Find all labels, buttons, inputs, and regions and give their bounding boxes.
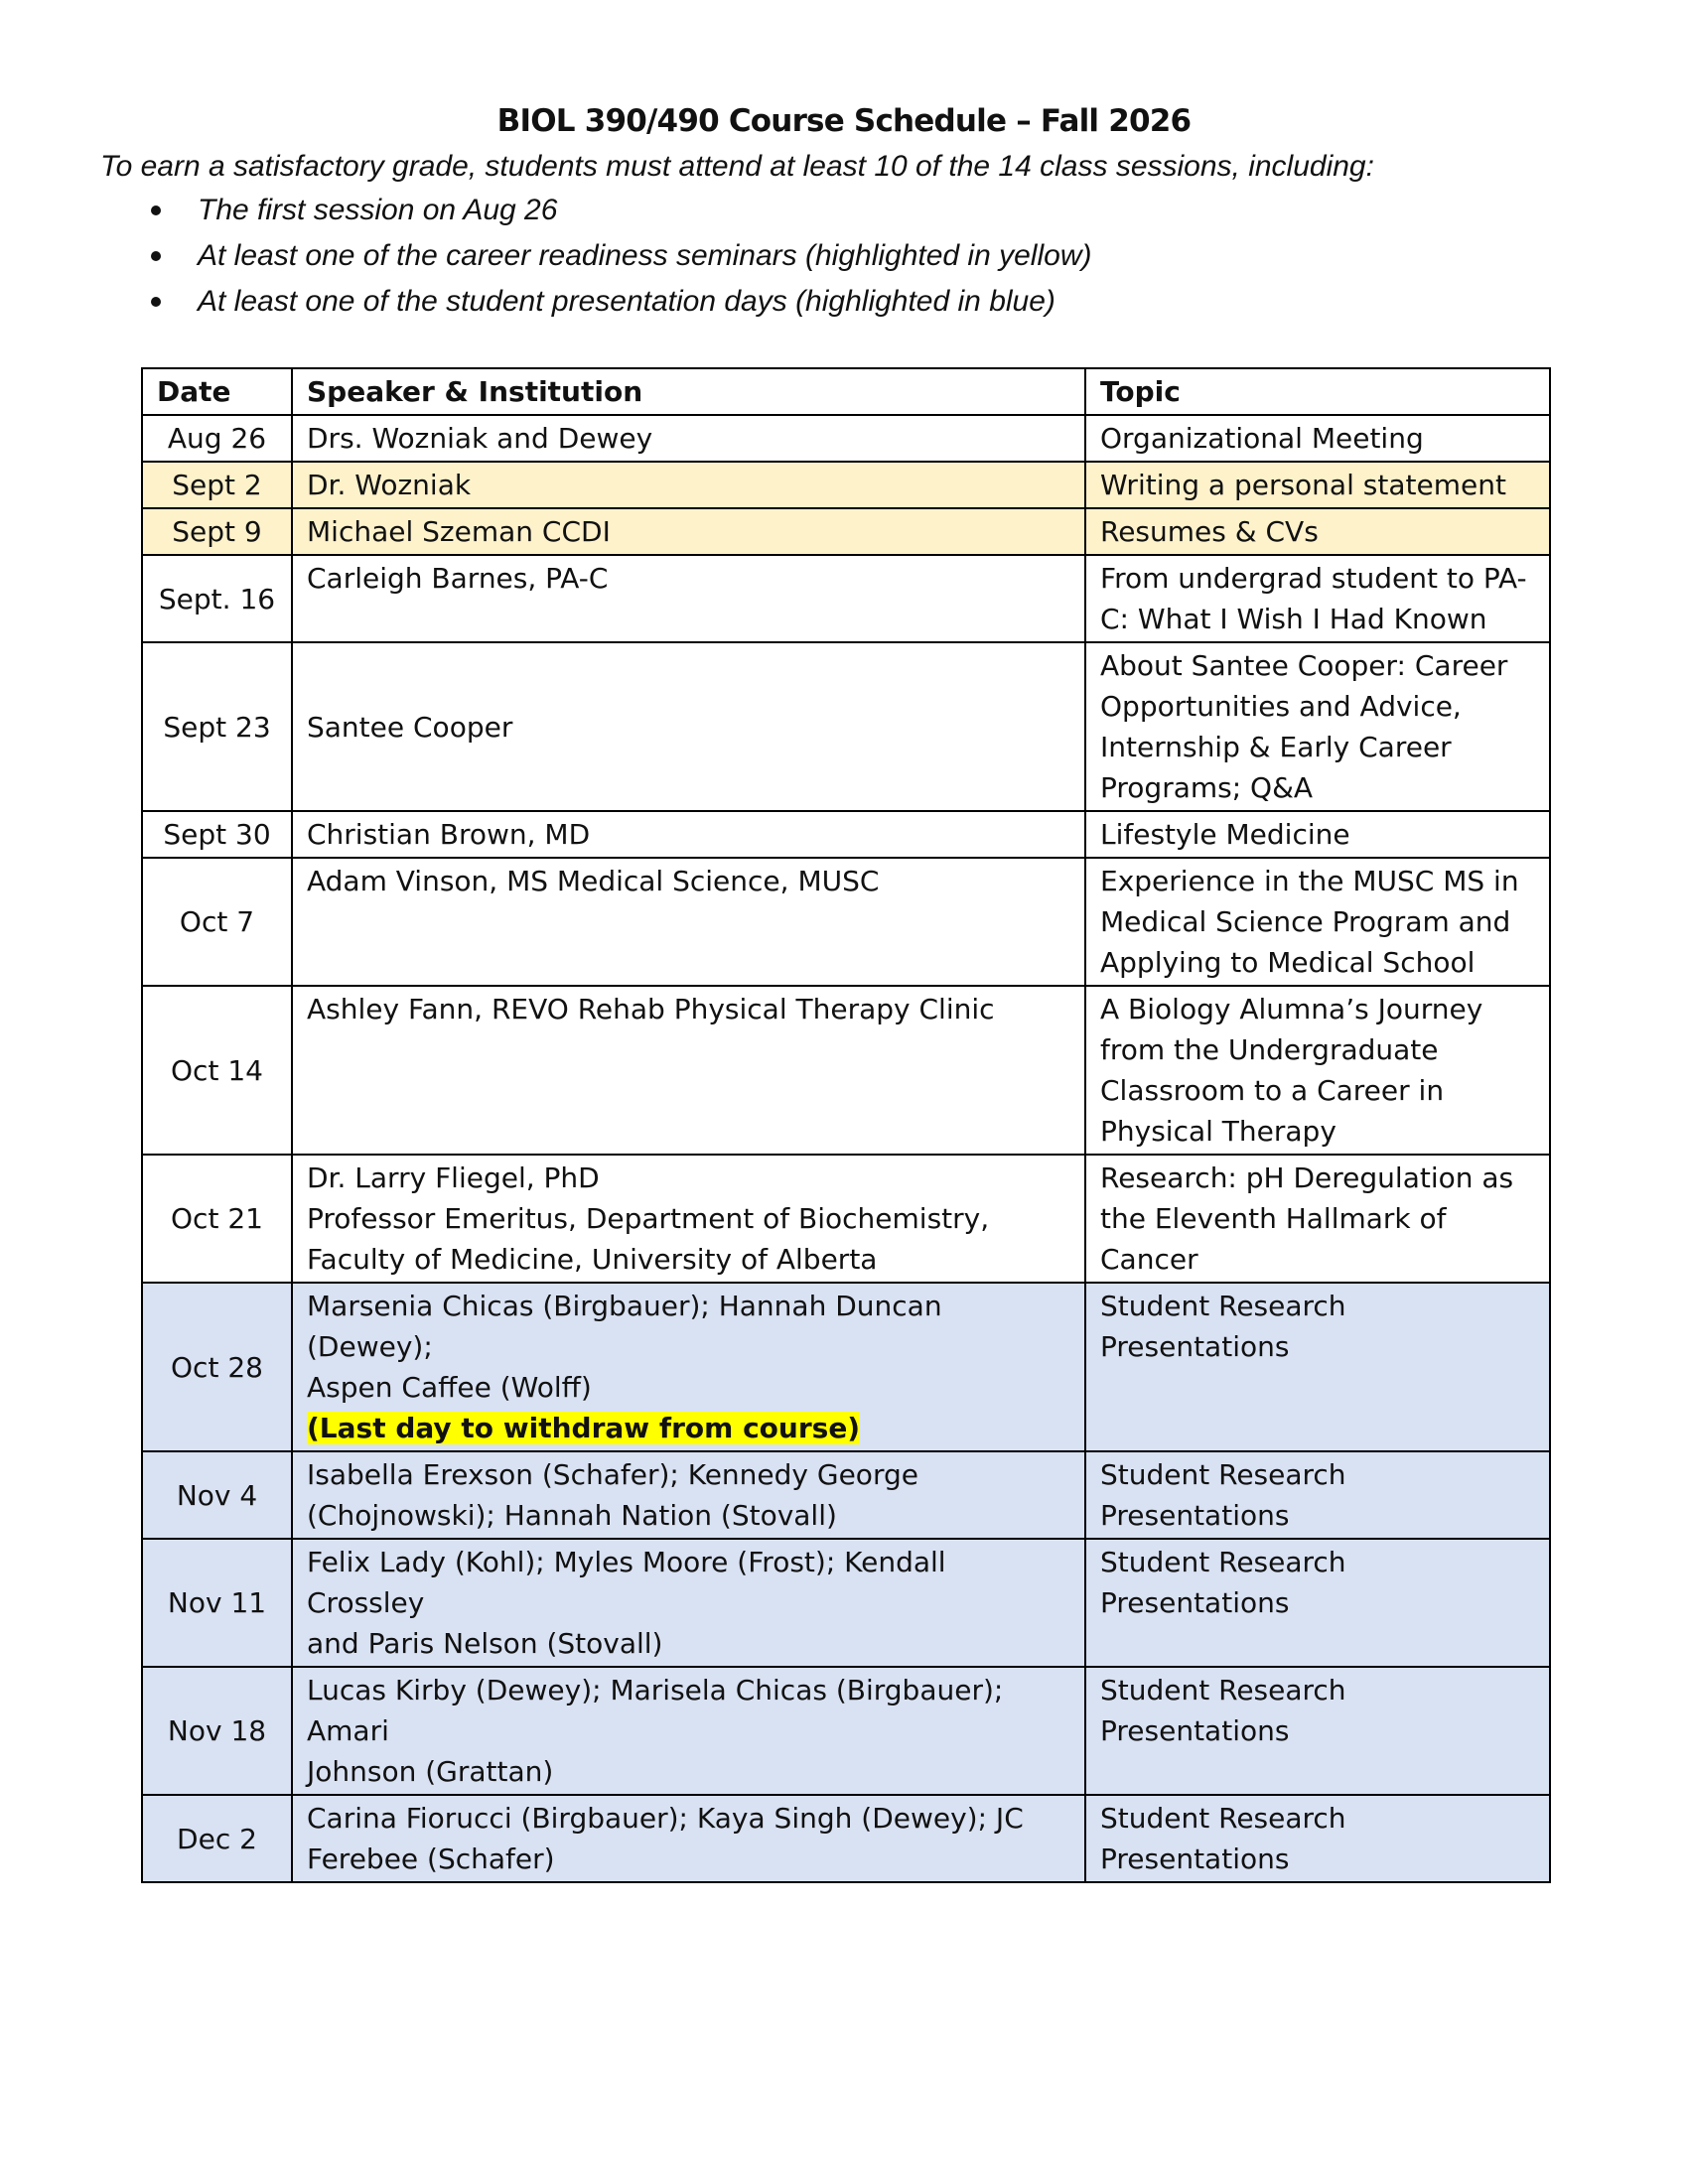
speaker-line: Adam Vinson, MS Medical Science, MUSC <box>307 865 880 897</box>
table-row <box>142 555 1550 642</box>
table-header-row <box>142 368 1550 415</box>
topic-line: Student Research Presentations <box>1100 1802 1346 1875</box>
topic-line: Organizational Meeting <box>1100 422 1424 455</box>
table-row <box>142 811 1550 858</box>
speaker-line: and Paris Nelson (Stovall) <box>307 1627 663 1660</box>
speaker-institution <box>292 1155 1085 1283</box>
session-date: Oct 7 <box>142 858 292 986</box>
session-date: Oct 28 <box>142 1283 292 1451</box>
speaker-line: Carleigh Barnes, PA-C <box>307 562 609 595</box>
table-row <box>142 1451 1550 1539</box>
topic-line: Classroom to a Career in <box>1100 1074 1445 1107</box>
speaker-institution <box>292 986 1085 1155</box>
list-item <box>143 285 1091 331</box>
speaker-institution <box>292 555 1085 642</box>
session-topic <box>1085 858 1550 986</box>
page-title: BIOL 390/490 Course Schedule – Fall 2026 <box>496 103 1192 139</box>
speaker-line: Drs. Wozniak and Dewey <box>307 422 653 455</box>
table-row <box>142 1539 1550 1667</box>
table-row <box>142 1283 1550 1451</box>
topic-line: Medical Science Program and <box>1100 905 1511 938</box>
speaker-institution <box>292 642 1085 811</box>
bullet-icon <box>151 297 161 307</box>
topic-line: Experience in the MUSC MS in <box>1100 865 1519 897</box>
table-row <box>142 415 1550 462</box>
table-row <box>142 986 1550 1155</box>
session-date: Nov 4 <box>142 1451 292 1539</box>
bullet-icon <box>151 205 161 215</box>
topic-line: Resumes & CVs <box>1100 515 1319 548</box>
requirement-list <box>143 194 1091 331</box>
topic-line: C: What I Wish I Had Known <box>1100 603 1487 635</box>
column-header-date: Date <box>142 368 292 415</box>
session-topic <box>1085 642 1550 811</box>
session-topic <box>1085 555 1550 642</box>
speaker-line: Aspen Caffee (Wolff) <box>307 1371 592 1404</box>
topic-line: Opportunities and Advice, <box>1100 690 1462 723</box>
topic-line: Student Research Presentations <box>1100 1674 1346 1747</box>
speaker-line: (Chojnowski); Hannah Nation (Stovall) <box>307 1499 837 1532</box>
speaker-line: Michael Szeman CCDI <box>307 515 611 548</box>
list-item <box>143 194 1091 239</box>
session-date: Nov 11 <box>142 1539 292 1667</box>
topic-line: from the Undergraduate <box>1100 1033 1439 1066</box>
session-date: Aug 26 <box>142 415 292 462</box>
session-topic <box>1085 811 1550 858</box>
column-header-speaker: Speaker & Institution <box>292 368 1085 415</box>
table-row <box>142 1667 1550 1795</box>
session-date: Sept. 16 <box>142 555 292 642</box>
requirement-text: The first session on Aug 26 <box>198 194 558 226</box>
session-date: Oct 21 <box>142 1155 292 1283</box>
speaker-line: Lucas Kirby (Dewey); Marisela Chicas (Birgbauer); Amari <box>307 1674 1004 1747</box>
speaker-line: Dr. Wozniak <box>307 469 472 501</box>
withdraw-deadline-note: (Last day to withdraw from course) <box>307 1412 861 1444</box>
speaker-institution <box>292 1283 1085 1451</box>
topic-line: A Biology Alumna’s Journey <box>1100 993 1483 1025</box>
speaker-line: Marsenia Chicas (Birgbauer); Hannah Duncan (Dewey); <box>307 1290 942 1363</box>
topic-line: Lifestyle Medicine <box>1100 818 1350 851</box>
session-topic <box>1085 1451 1550 1539</box>
bullet-icon <box>151 251 161 261</box>
session-topic <box>1085 1539 1550 1667</box>
table-row <box>142 508 1550 555</box>
speaker-line: Dr. Larry Fliegel, PhD <box>307 1161 600 1194</box>
speaker-institution <box>292 1667 1085 1795</box>
session-date: Oct 14 <box>142 986 292 1155</box>
speaker-line: Carina Fiorucci (Birgbauer); Kaya Singh (Dewey); JC <box>307 1802 1024 1835</box>
session-topic <box>1085 1667 1550 1795</box>
session-date: Nov 18 <box>142 1667 292 1795</box>
session-date: Sept 9 <box>142 508 292 555</box>
session-topic <box>1085 986 1550 1155</box>
topic-line: Student Research Presentations <box>1100 1458 1346 1532</box>
speaker-line: Ferebee (Schafer) <box>307 1843 555 1875</box>
topic-line: From undergrad student to PA- <box>1100 562 1527 595</box>
table-row <box>142 858 1550 986</box>
speaker-institution <box>292 1539 1085 1667</box>
speaker-line: Johnson (Grattan) <box>307 1755 554 1788</box>
session-topic <box>1085 1283 1550 1451</box>
topic-line: Physical Therapy <box>1100 1115 1336 1148</box>
speaker-institution <box>292 1451 1085 1539</box>
speaker-line: Professor Emeritus, Department of Biochemistry, <box>307 1202 990 1235</box>
session-date: Sept 30 <box>142 811 292 858</box>
speaker-line: Isabella Erexson (Schafer); Kennedy George <box>307 1458 918 1491</box>
topic-line: Internship & Early Career <box>1100 731 1452 763</box>
attendance-requirement: To earn a satisfactory grade, students must attend at least 10 of the 14 class sessions, including: <box>100 150 1374 183</box>
topic-line: Applying to Medical School <box>1100 946 1476 979</box>
requirement-text: At least one of the student presentation days (highlighted in blue) <box>198 285 1055 318</box>
topic-line: Research: pH Deregulation as <box>1100 1161 1514 1194</box>
speaker-institution <box>292 508 1085 555</box>
speaker-line: Faculty of Medicine, University of Alberta <box>307 1243 878 1276</box>
table-row <box>142 462 1550 508</box>
speaker-line: Ashley Fann, REVO Rehab Physical Therapy Clinic <box>307 993 995 1025</box>
speaker-line: Felix Lady (Kohl); Myles Moore (Frost); Kendall Crossley <box>307 1546 946 1619</box>
topic-line: Student Research Presentations <box>1100 1546 1346 1619</box>
table-row <box>142 1795 1550 1882</box>
session-topic <box>1085 462 1550 508</box>
topic-line: the Eleventh Hallmark of Cancer <box>1100 1202 1447 1276</box>
topic-line: Programs; Q&A <box>1100 771 1314 804</box>
requirement-text: At least one of the career readiness seminars (highlighted in yellow) <box>198 239 1092 272</box>
session-topic <box>1085 1155 1550 1283</box>
session-topic <box>1085 508 1550 555</box>
schedule-table <box>141 367 1551 1883</box>
speaker-institution <box>292 1795 1085 1882</box>
topic-line: Writing a personal statement <box>1100 469 1506 501</box>
session-date: Dec 2 <box>142 1795 292 1882</box>
speaker-institution <box>292 811 1085 858</box>
speaker-institution <box>292 858 1085 986</box>
table-row <box>142 1155 1550 1283</box>
session-date: Sept 23 <box>142 642 292 811</box>
column-header-topic: Topic <box>1085 368 1550 415</box>
session-topic <box>1085 1795 1550 1882</box>
speaker-institution <box>292 462 1085 508</box>
topic-line: About Santee Cooper: Career <box>1100 649 1508 682</box>
topic-line: Student Research Presentations <box>1100 1290 1346 1363</box>
speaker-line: Santee Cooper <box>307 710 513 744</box>
table-row <box>142 642 1550 811</box>
speaker-institution <box>292 415 1085 462</box>
list-item <box>143 239 1091 285</box>
speaker-line: Christian Brown, MD <box>307 818 591 851</box>
session-date: Sept 2 <box>142 462 292 508</box>
session-topic <box>1085 415 1550 462</box>
